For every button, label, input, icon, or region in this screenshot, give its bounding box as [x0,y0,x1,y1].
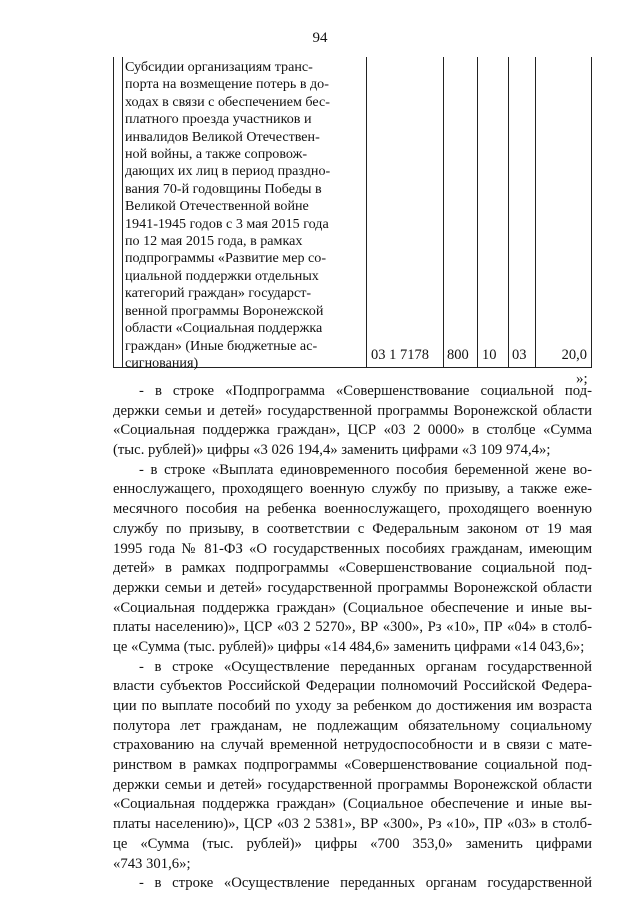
sum-value: 20,0 [561,347,587,363]
text-line: страхованию на случай временной нетрудоспособности и в связи с мате- [113,737,592,754]
description-line: Субсидии организациям транс- [125,59,313,75]
text-line: детей» в рамках подпрограммы «Совершенствование социальной под- [113,560,592,577]
text-line: ции по выплате пособий по уходу за ребенком до достижения им возраста [113,698,592,714]
column-divider [508,57,509,367]
text-line: держки семьи и детей» государственной программы Воронежской области [113,776,592,793]
description-line: порта на возмещение потерь в до- [125,76,329,93]
description-line: подпрограммы «Развитие мер со- [125,250,327,267]
closing-quote: »; [576,371,588,387]
page-number: 94 [312,30,328,46]
text-line: 1995 года № 81-ФЗ «О государственных пособиях гражданам, имеющим [113,540,592,557]
description-line: ходах в связи с обеспечением бес- [125,93,330,110]
text-line: (тыс. рублей)» цифры «3 026 194,4» заменить цифрами «3 109 974,4»; [113,442,551,459]
rz-code: 10 [482,347,497,363]
text-line: - в строке «Осуществление переданных органам государственной [139,875,592,892]
text-line: платы населению)», ЦСР «03 2 5381», ВР «300», Рз «10», ПР «03» в столб- [113,816,592,833]
text-line: полутора лет гражданам, не подлежащим обязательному социальному [113,717,592,734]
column-divider [535,57,536,367]
description-line: области «Социальная поддержка [125,320,323,337]
text-line: держки семьи и детей» государственной программы Воронежской области [113,402,592,419]
description-line: платного проезда участников и [125,111,312,128]
text-line: «Социальная поддержка граждан» (Социальное обеспечение и иные вы- [113,796,592,813]
description-line: венной программы Воронежской [125,302,324,319]
description-line: Великой Отечественной войне [125,198,309,215]
column-divider [477,57,478,367]
pr-code: 03 [512,347,527,363]
text-line: - в строке «Осуществление переданных органам государственной [139,658,592,675]
description-line: дающих их лиц в период праздно- [125,163,331,180]
row-description [125,59,375,372]
text-line: «743 301,6»; [113,855,191,872]
description-line: граждан» (Иные бюджетные ас- [125,337,318,354]
text-line: еннослужащего, проходящего военную службу по призыву, а также еже- [113,481,592,498]
csr-code: 03 1 7178 [371,347,429,363]
text-line: платы населению)», ЦСР «03 2 5270», ВР «300», Рз «10», ПР «04» в столб- [113,619,592,636]
description-line: инвалидов Великой Отечествен- [125,128,320,145]
description-line: сигнования) [125,354,199,371]
text-line: «Социальная поддержка граждан» (Социальное обеспечение и иные вы- [113,599,592,616]
amendment-text [113,382,592,894]
vr-code: 800 [447,347,469,363]
description-line: категорий граждан» государст- [125,285,312,302]
column-divider [122,57,123,367]
text-line: це «Сумма (тыс. рублей)» цифры «700 353,0» заменить цифрами [113,835,592,852]
text-line: ринством в рамках подпрограммы «Совершенствование социальной под- [113,757,592,774]
description-line: ной войны, а также сопровож- [125,146,308,163]
description-line: 1941-1945 годов с 3 мая 2015 года [125,215,329,232]
description-line: вания 70-й годовщины Победы в [125,180,322,197]
description-line: по 12 мая 2015 года, в рамках [125,233,303,250]
text-line: держки семьи и детей» государственной программы Воронежской области [113,579,592,596]
description-line: циальной поддержки отдельных [125,267,319,284]
text-line: це «Сумма (тыс. рублей)» цифры «14 484,6» заменить цифрами «14 043,6»; [113,638,585,655]
text-line: - в строке «Подпрограмма «Совершенствование социальной под- [139,383,592,399]
text-line: «Социальная поддержка граждан», ЦСР «03 2 0000» в столбце «Сумма [113,422,592,439]
text-line: власти субъектов Российской Федерации полномочий Российской Федера- [113,678,592,695]
column-divider [443,57,444,367]
budget-table-row [113,57,592,371]
text-line: службу по призыву, в соответствии с Федеральным законом от 19 мая [113,520,592,537]
text-line: месячного пособия на ребенка военнослужащего, проходящего военную [113,501,592,518]
text-line: - в строке «Выплата единовременного пособия беременной жене во- [139,461,592,478]
